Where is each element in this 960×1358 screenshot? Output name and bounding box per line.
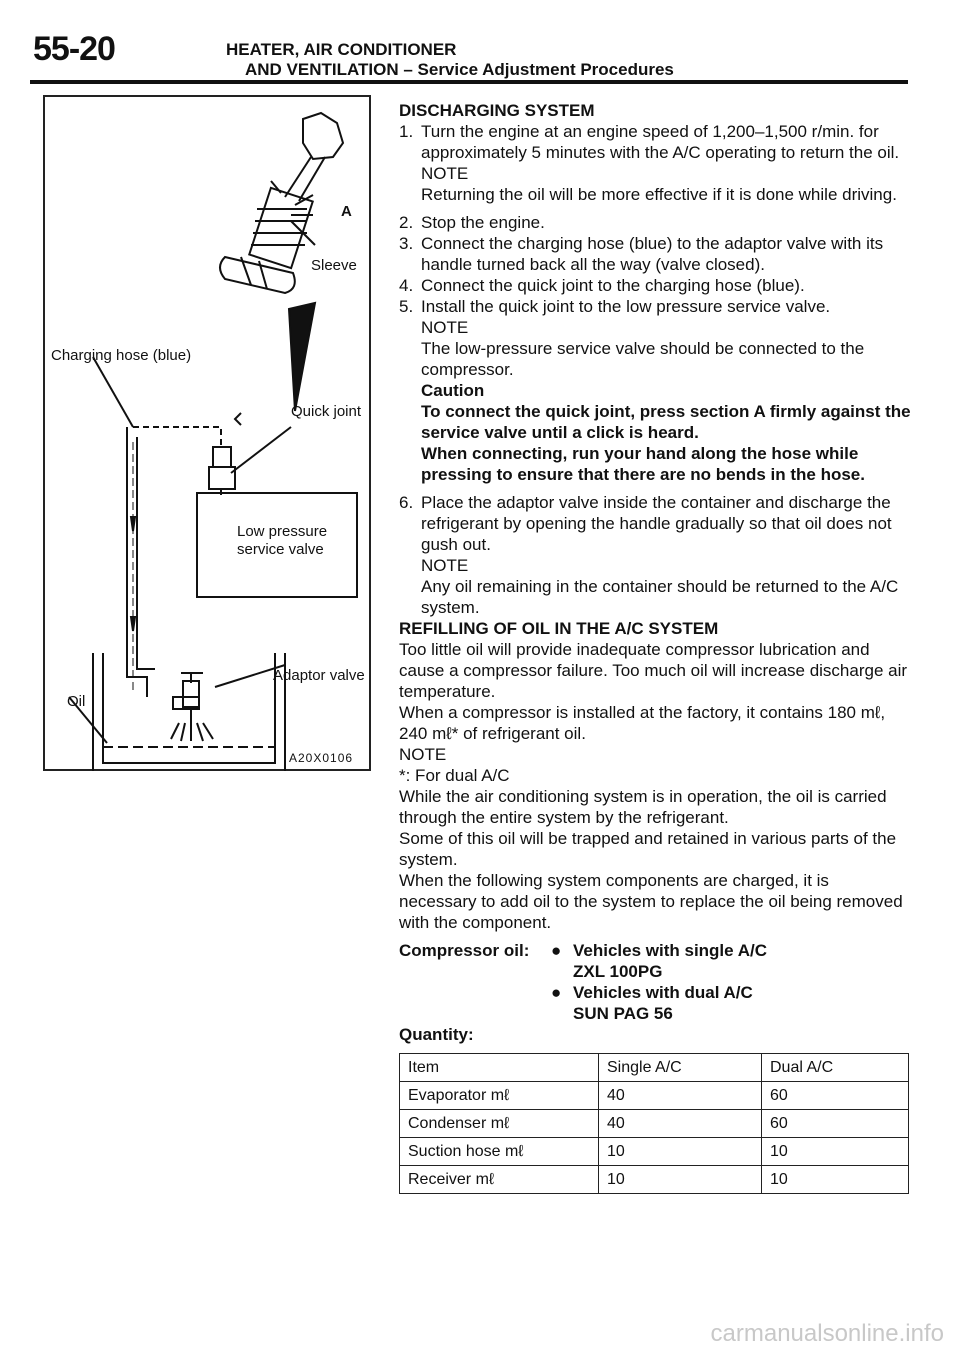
label-charging-hose: Charging hose (blue) bbox=[51, 347, 192, 364]
bullet: ● bbox=[551, 983, 562, 1002]
step-4 bbox=[399, 275, 911, 296]
table-header-cell: Item bbox=[400, 1054, 599, 1082]
label-a: A bbox=[341, 203, 352, 220]
refilling-para-5: When the following system components are charged, it is necessary to add oil to the system to replace the oil being removed with the component. bbox=[399, 871, 903, 932]
step-text: Turn the engine at an engine speed of 1,200–1,500 r/min. for approximately 5 minutes with the A/C operating to return the oil. bbox=[421, 122, 900, 162]
note1-label: NOTE bbox=[421, 164, 469, 183]
refilling-note-label: NOTE bbox=[399, 745, 447, 764]
table-cell: 40 bbox=[599, 1082, 762, 1110]
step-1 bbox=[399, 121, 911, 163]
table-header-cell: Single A/C bbox=[599, 1054, 762, 1082]
table-header-cell: Dual A/C bbox=[762, 1054, 909, 1082]
figure-code: A20X0106 bbox=[289, 751, 354, 765]
refilling-para-1: Too little oil will provide inadequate compressor lubrication and cause a compressor failure. Too much oil will increase discharge air temperature. bbox=[399, 640, 908, 701]
caution-text-2: When connecting, run your hand along the hose while pressing to ensure that there are no bends in the hose. bbox=[421, 444, 865, 484]
refilling-para-4: Some of this oil will be trapped and retained in various parts of the system. bbox=[399, 829, 897, 869]
step-text: Connect the quick joint to the charging hose (blue). bbox=[421, 276, 805, 295]
oil-item bbox=[551, 982, 767, 1003]
table-cell: 60 bbox=[762, 1110, 909, 1138]
table-cell: 60 bbox=[762, 1082, 909, 1110]
oil-item-line1: Vehicles with dual A/C bbox=[573, 983, 753, 1002]
note3-label: NOTE bbox=[421, 556, 469, 575]
table-cell: 10 bbox=[599, 1166, 762, 1194]
step-text: Install the quick joint to the low pressure service valve. bbox=[421, 297, 831, 316]
oil-item-line2: SUN PAG 56 bbox=[573, 1004, 673, 1023]
table-row bbox=[400, 1166, 909, 1194]
note1-text: Returning the oil will be more effective if it is done while driving. bbox=[421, 185, 897, 204]
table-header-row bbox=[400, 1054, 909, 1082]
compressor-oil-block bbox=[399, 940, 911, 1024]
note2-text: The low-pressure service valve should be connected to the compressor. bbox=[421, 339, 865, 379]
refilling-note-text: *: For dual A/C bbox=[399, 766, 510, 785]
step-text: Stop the engine. bbox=[421, 213, 545, 232]
label-sleeve: Sleeve bbox=[311, 257, 357, 274]
table-cell: Suction hose mℓ bbox=[400, 1138, 599, 1166]
note3-text: Any oil remaining in the container should be returned to the A/C system. bbox=[421, 577, 899, 617]
header-rule bbox=[30, 80, 908, 84]
step-number: 6. bbox=[399, 493, 414, 512]
label-quick-joint: Quick joint bbox=[291, 403, 362, 420]
step-text: Connect the charging hose (blue) to the adaptor valve with its handle turned back all the way (valve closed). bbox=[421, 234, 884, 274]
step-2 bbox=[399, 212, 911, 233]
step-number: 1. bbox=[399, 122, 414, 141]
watermark: carmanualsonline.info bbox=[710, 1320, 944, 1347]
table-cell: Receiver mℓ bbox=[400, 1166, 599, 1194]
label-low-pressure-1: Low pressure bbox=[237, 523, 328, 540]
header-title-line1: HEATER, AIR CONDITIONER bbox=[226, 40, 457, 59]
figure-panel bbox=[43, 95, 371, 771]
step-number: 5. bbox=[399, 297, 414, 316]
step-number: 4. bbox=[399, 276, 414, 295]
step-text: Place the adaptor valve inside the container and discharge the refrigerant by opening the handle gradually so that oil does not gush out. bbox=[421, 493, 892, 554]
label-adaptor-valve: Adaptor valve bbox=[273, 667, 365, 684]
table-cell: 40 bbox=[599, 1110, 762, 1138]
note2-label: NOTE bbox=[421, 318, 469, 337]
oil-list bbox=[551, 940, 767, 1024]
label-low-pressure-2: service valve bbox=[237, 541, 324, 558]
caution-label: Caution bbox=[421, 381, 485, 400]
table-cell: 10 bbox=[762, 1138, 909, 1166]
oil-item-line2: ZXL 100PG bbox=[573, 962, 663, 981]
step-5 bbox=[399, 296, 911, 317]
refilling-para-3: While the air conditioning system is in operation, the oil is carried through the entire system by the refrigerant. bbox=[399, 787, 887, 827]
step-3 bbox=[399, 233, 911, 275]
step-6 bbox=[399, 492, 911, 555]
oil-quantity-table bbox=[399, 1053, 909, 1194]
step-number: 2. bbox=[399, 213, 414, 232]
oil-item bbox=[551, 940, 767, 961]
bullet: ● bbox=[551, 941, 562, 960]
discharging-heading: DISCHARGING SYSTEM bbox=[399, 101, 595, 120]
quantity-label: Quantity: bbox=[399, 1025, 474, 1044]
page-number: 55-20 bbox=[33, 30, 115, 68]
table-cell: 10 bbox=[599, 1138, 762, 1166]
text-column bbox=[399, 100, 911, 1194]
table-row bbox=[400, 1138, 909, 1166]
table-row bbox=[400, 1110, 909, 1138]
oil-item-line1: Vehicles with single A/C bbox=[573, 941, 767, 960]
header-title-line2: AND VENTILATION – Service Adjustment Procedures bbox=[245, 60, 674, 79]
refilling-heading: REFILLING OF OIL IN THE A/C SYSTEM bbox=[399, 619, 719, 638]
table-cell: Evaporator mℓ bbox=[400, 1082, 599, 1110]
table-row bbox=[400, 1082, 909, 1110]
step-number: 3. bbox=[399, 234, 414, 253]
compressor-oil-label: Compressor oil: bbox=[399, 941, 530, 960]
refilling-para-2: When a compressor is installed at the factory, it contains 180 mℓ, 240 mℓ* of refrigerant oil. bbox=[399, 703, 886, 743]
table-cell: 10 bbox=[762, 1166, 909, 1194]
label-oil: Oil bbox=[67, 693, 86, 710]
caution-text-1: To connect the quick joint, press section A firmly against the service valve until a click is heard. bbox=[421, 402, 911, 442]
table-cell: Condenser mℓ bbox=[400, 1110, 599, 1138]
